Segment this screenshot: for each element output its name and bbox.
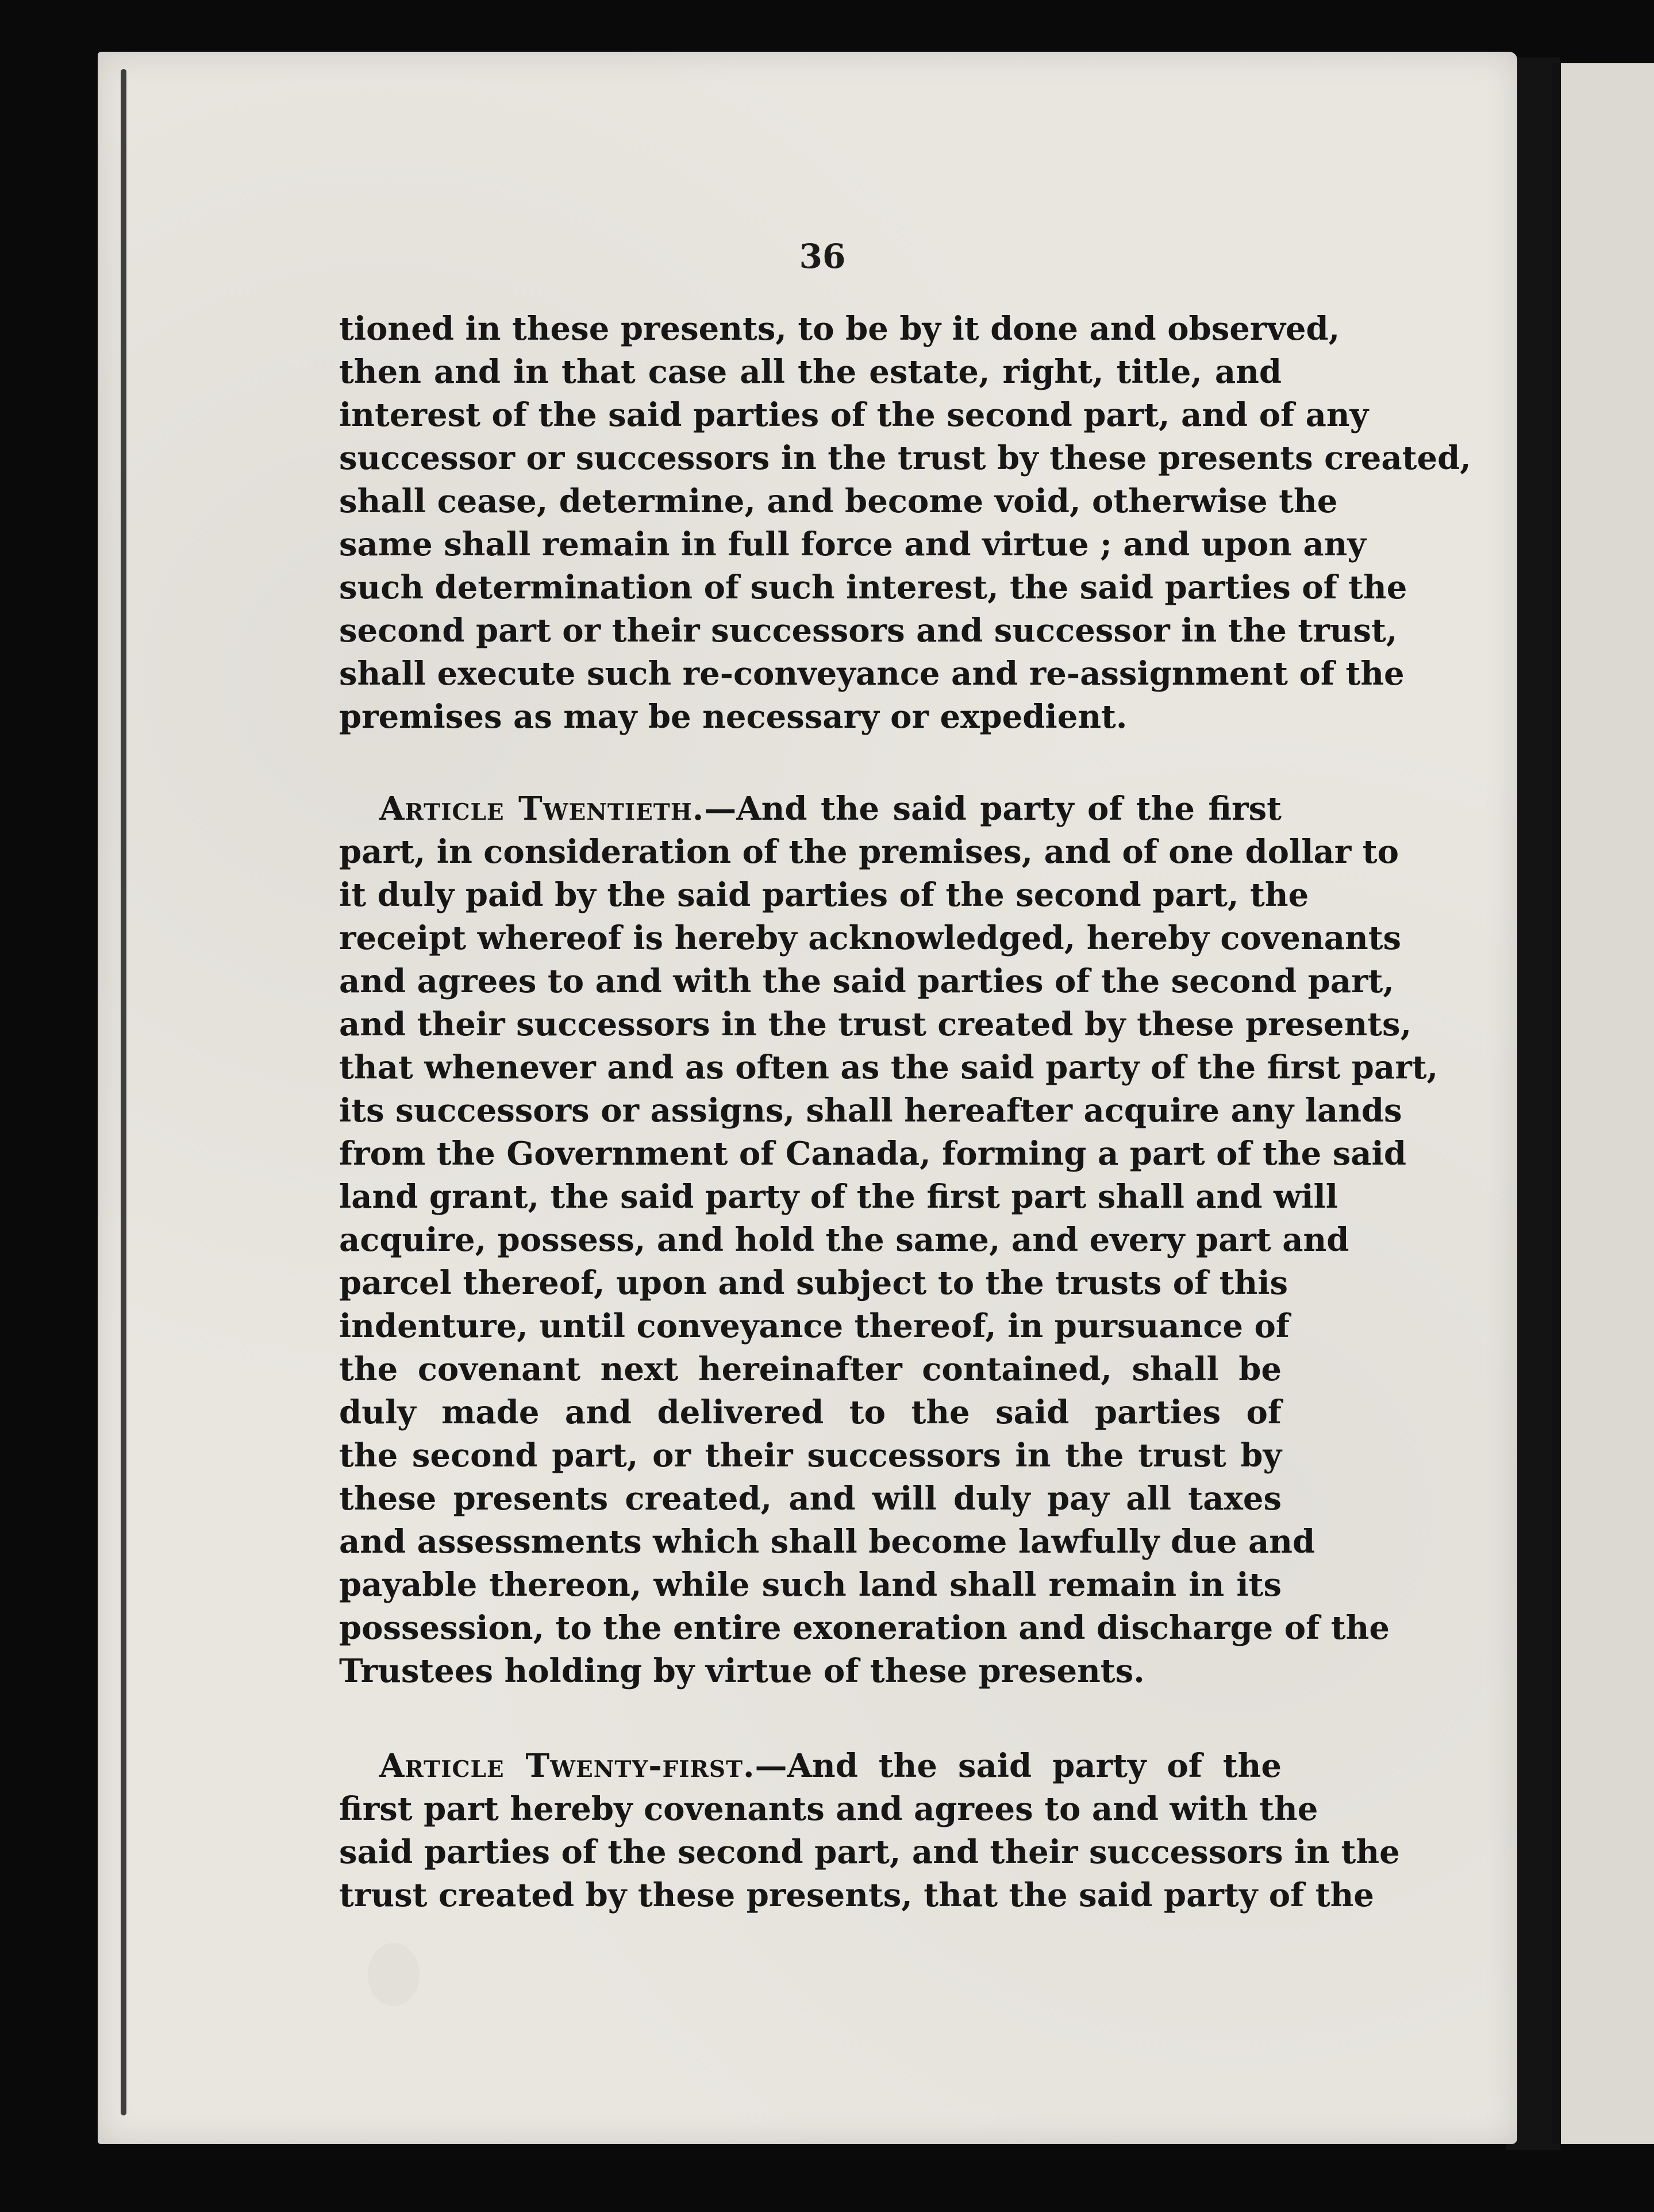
adjacent-page-edge	[1552, 63, 1654, 2144]
text-line: premises as may be necessary or expedient.	[339, 698, 1128, 736]
page-number: 36	[799, 237, 846, 276]
paper-blemish	[368, 1943, 420, 2006]
text-line: that whenever and as often as the said party of the first part,	[339, 1049, 1438, 1086]
article-heading: Article Twentieth.	[379, 790, 705, 828]
text-line: and agrees to and with the said parties of the second part,	[339, 962, 1394, 1000]
text-line: from the Government of Canada, forming a part of the said	[339, 1135, 1406, 1173]
text-line: tioned in these presents, to be by it done and observed,	[339, 310, 1340, 348]
text-line: second part or their successors and successor in the trust,	[339, 612, 1398, 650]
text-line: it duly paid by the said parties of the second part, the	[339, 876, 1309, 914]
paragraph-continuation	[339, 308, 1471, 739]
text-line: its successors or assigns, shall hereafter acquire any lands	[339, 1092, 1402, 1130]
text-line: and assessments which shall become lawfully due and	[339, 1523, 1315, 1561]
page-edge-line	[121, 69, 126, 2115]
text-line: payable thereon, while such land shall remain in its	[339, 1566, 1282, 1604]
text-line: receipt whereof is hereby acknowledged, hereby covenants	[339, 919, 1402, 957]
article-first-line-text: —And the said party of the first	[704, 790, 1282, 828]
text-line: Trustees holding by virtue of these presents.	[339, 1652, 1145, 1690]
text-line: such determination of such interest, the said parties of the	[339, 569, 1407, 606]
text-line: then and in that case all the estate, right, title, and	[339, 353, 1282, 391]
text-line: part, in consideration of the premises, and of one dollar to	[339, 833, 1399, 871]
text-line: first part hereby covenants and agrees to and with the	[339, 1790, 1318, 1828]
text-line: indenture, until conveyance thereof, in pursuance of	[339, 1307, 1290, 1345]
text-line: these presents created, and will duly pay all taxes	[339, 1480, 1282, 1518]
text-line: the covenant next hereinafter contained, shall be	[339, 1350, 1282, 1388]
text-line: same shall remain in full force and virtue ; and upon any	[339, 525, 1366, 563]
text-line: said parties of the second part, and their successors in the	[339, 1833, 1400, 1871]
article-body	[339, 1788, 1400, 1917]
text-line: acquire, possess, and hold the same, and every part and	[339, 1221, 1349, 1259]
article-body	[339, 831, 1438, 1693]
text-line: shall execute such re-conveyance and re-assignment of the	[339, 655, 1405, 693]
text-line: successor or successors in the trust by these presents created,	[339, 439, 1471, 477]
article-first-line	[339, 1745, 1282, 1788]
text-line: the second part, or their successors in the trust by	[339, 1437, 1282, 1474]
text-line: interest of the said parties of the second part, and of any	[339, 396, 1369, 434]
article-heading: Article Twenty-first.	[379, 1747, 755, 1785]
article-first-line-text: —And the said party of the	[755, 1747, 1282, 1785]
text-line: land grant, the said party of the first part shall and will	[339, 1178, 1338, 1216]
text-line: possession, to the entire exoneration and discharge of the	[339, 1609, 1390, 1647]
article-twenty-first	[339, 1745, 1400, 1917]
text-line: shall cease, determine, and become void, otherwise the	[339, 482, 1338, 520]
text-line: trust created by these presents, that the said party of the	[339, 1876, 1374, 1914]
text-line: and their successors in the trust created by these presents,	[339, 1005, 1412, 1043]
article-twentieth	[339, 788, 1438, 1693]
text-line: duly made and delivered to the said parties of	[339, 1393, 1282, 1431]
article-first-line	[339, 788, 1282, 831]
text-line: parcel thereof, upon and subject to the trusts of this	[339, 1264, 1288, 1302]
